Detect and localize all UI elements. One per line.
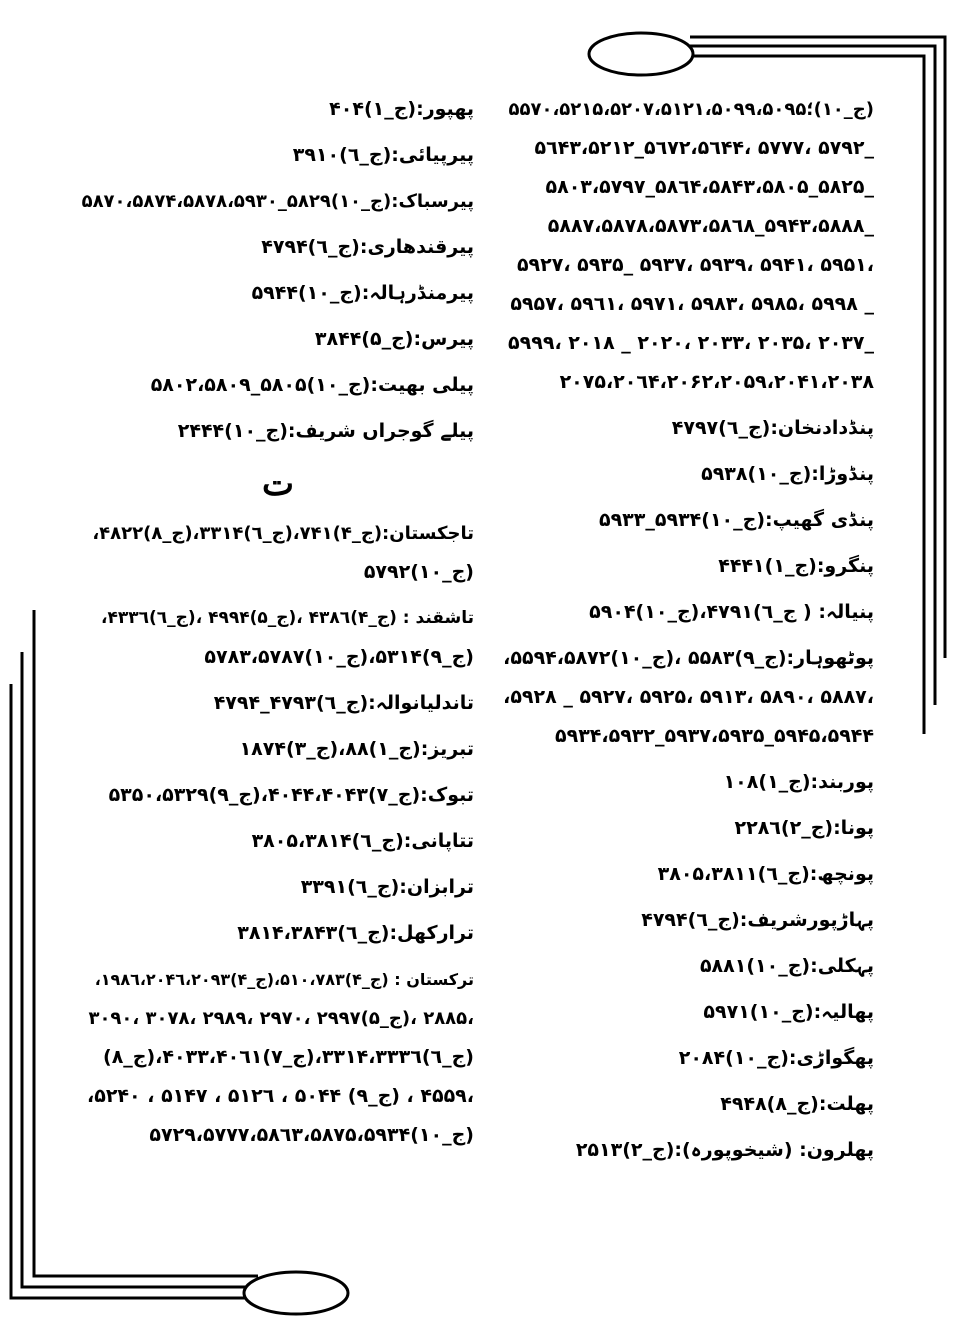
entry-line: _۵۹۴۳،۵۸۸۸_۵۸۸۷،۵۸۷۸،۵۸۷۳،۵۸٦۸ (547, 215, 874, 237)
entry-line: ترکستان : (ج_۴)۵۱۰،۷۸۳،(ج_۴)۱۹۸٦،۲۰۴٦،۲۰۹۳، (94, 970, 474, 989)
index-entry (82, 142, 474, 169)
entry-line: پہکلی:(ج_۱۰)۵۸۸۱ (699, 955, 874, 977)
entry-line: _۵۸۲۵_۵۸٦۴،۵۸۴۳،۵۸۰۵_۵۸۰۳،۵۷۹۷ (545, 176, 874, 198)
index-entry (82, 372, 474, 399)
entry-line: (ج_۱۰)۵۷۲۹،۵۷۷۷،۵۸٦۳،۵۸۷۵،۵۹۳۴ (149, 1124, 474, 1146)
index-entry (82, 188, 474, 215)
entry-line: تاشقند : (ج_۴)۴۳۸٦ ،(ج_۵)۴۹۹۴ ،(ج_٦)۴۳۳٦، (101, 608, 474, 628)
entry-line: (ج_۹)۵۳۱۴،(ج_۱۰)۵۷۸۳،۵۷۸۷ (204, 646, 474, 668)
index-entry (490, 1091, 874, 1118)
index-entry (82, 828, 474, 855)
entry-line: پونا:(ج_۲)۲۲۸٦ (734, 817, 874, 839)
index-entry (490, 415, 874, 442)
entry-line: پنیالہ: ( ج_٦)۴۷۹۱،(ج_۱۰)۵۹۰۴ (589, 601, 874, 623)
entry-line: _۵۷۹۲ ،۵۷۷۷ ،۵٦۷۲،۵٦۴۴_۵٦۴۳،۵۲۱۲ (534, 137, 874, 159)
entry-line: ۵۹۴۵،۵۹۴۴_۵۹۳۷،۵۹۳۵_۵۹۳۴،۵۹۳۲ (555, 725, 874, 747)
entry-line: پہاڑپورشریف:(ج_٦)۴۷۹۴ (641, 909, 874, 931)
index-entry (82, 690, 474, 717)
entry-line: تتاپانی:(ج_٦)۳۸۰۵،۳۸۱۴ (251, 830, 474, 852)
index-entry (82, 736, 474, 763)
entry-line: پیلے گوجراں شریف:(ج_۱۰)۲۴۴۴ (177, 420, 474, 442)
index-entry (82, 605, 474, 671)
index-entry (82, 326, 474, 353)
entry-line: _۲۰۳۷ ،۲۰۳۵ ،۲۰۳۳ ،۲۰۲۰ _ ۲۰۱۸ ،۵۹۹۹ (508, 332, 874, 354)
entry-line: _ ۵۹۹۸ ،۵۹۸۵ ،۵۹۸۳ ،۵۹۷۱ ،۵۹٦۱ ،۵۹۵۷ (510, 293, 874, 315)
entry-line: پیرسباک:(ج_۱۰)۵۸۲۹_۵۸۷۰،۵۸۷۴،۵۸۷۸،۵۹۳۰ (81, 191, 474, 212)
index-entry (490, 553, 874, 580)
entry-line: پیرس:(ج_۵)۳۸۴۴ (314, 328, 474, 350)
entry-line: پیرمنڈرہالہ:(ج_۱۰)۵۹۴۴ (251, 282, 474, 304)
entry-line: پنگرو:(ج_۱)۴۴۴۱ (718, 555, 874, 577)
index-entry (82, 234, 474, 261)
index-entry (82, 280, 474, 307)
entry-line: ترارکھل:(ج_٦)۳۸۱۴،۳۸۴۳ (237, 922, 474, 944)
entry-line: پھالیہ:(ج_۱۰)۵۹۷۱ (703, 1001, 874, 1023)
entry-line: ،۴۵۵۹ ، (ج_۹) ۵۰۴۴ ، ۵۱۲٦ ، ۵۱۴۷ ، ۵۲۴۰، (87, 1085, 474, 1107)
entry-line: پنڈدادنخان:(ج_٦)۴۷۹۷ (671, 417, 874, 439)
entry-line: پیرقندھاری:(ج_٦)۴۷۹۴ (261, 236, 474, 258)
section-letter-heading: ت (261, 464, 294, 504)
index-entry (490, 599, 874, 626)
top-ornament-oval (589, 33, 693, 75)
index-entry (82, 874, 474, 901)
index-entry (82, 782, 474, 809)
index-entry (82, 966, 474, 1149)
index-entry (490, 907, 874, 934)
entry-line: پنڈوڑا:(ج_۱۰)۵۹۳۸ (701, 463, 874, 485)
entry-line: (ج_۱۰)؛۵۵۷۰،۵۲۱۵،۵۲۰۷،۵۱۲۱،۵۰۹۹،۵۰۹۵ (508, 99, 874, 120)
entry-line: تبوک:(ج_۷)۴۰۴۴،۴۰۴۳،(ج_۹)۵۳۵۰،۵۳۲۹ (108, 784, 474, 806)
index-entry (490, 96, 874, 396)
index-entry (490, 461, 874, 488)
entry-line: پوٹھوہار:(ج_۹)۵۵۸۳ ،(ج_۱۰)۵۵۹۴،۵۸۷۲، (503, 647, 874, 669)
entry-line: پھلرون: (شیخوپورہ):(ج_۲)۲۵۱۳ (575, 1139, 874, 1161)
entry-line: پیلی بھیت:(ج_۱۰)۵۸۰۵_۵۸۰۲،۵۸۰۹ (150, 374, 474, 396)
entry-line: پیرپیائی:(ج_٦)۳۹۱۰ (292, 144, 474, 166)
index-entry (490, 1045, 874, 1072)
index-entry (490, 769, 874, 796)
entry-line: ،۲۸۸۵ ،(ج_۵)۲۹۹۷ ،۲۹۷۰ ،۲۹۸۹ ،۳۰۷۸ ،۳۰۹۰ (88, 1008, 474, 1029)
entry-line: (ج_۱۰)۵۷۹۲ (363, 561, 474, 583)
entry-line: ،۵۸۸۷ ،۵۸۹۰ ،۵۹۱۳ ،۵۹۲۵ ،۵۹۲۷ _ ۵۹۲۸، (503, 686, 874, 708)
index-entry (490, 953, 874, 980)
index-entry (490, 507, 874, 534)
entry-line: پھپور:(ج_۱)۴۰۴ (329, 98, 474, 120)
index-entry (490, 815, 874, 842)
index-entry (490, 645, 874, 750)
entry-line: پھلت:(ج_۸)۴۹۴۸ (720, 1093, 874, 1115)
entry-line: (ج_٦)۳۳۱۴،۳۳۳٦،(ج_۷)۴۰۳۳،۴۰٦۱،(ج_۸) (103, 1046, 474, 1068)
entry-line: تبریز:(ج_۱)۸۸،(ج_۳)۱۸۷۴ (239, 738, 474, 760)
left-column (82, 96, 474, 1168)
entry-line: پنڈی گھیپ:(ج_۱۰)۵۹۳۴_۵۹۳۳ (598, 509, 874, 531)
right-column (490, 96, 874, 1183)
entry-line: تاندلیانوالہ:(ج_٦)۴۷۹۳_۴۷۹۴ (213, 692, 474, 714)
index-entry (82, 418, 474, 445)
index-entry (490, 1137, 874, 1164)
entry-line: تاجکستان:(ج_۴)۷۴۱،(ج_٦)۳۳۱۴،(ج_۸)۴۸۲۲، (92, 523, 474, 544)
entry-line: ۲۰۷۵،۲۰٦۴،۲۰۶۲،۲۰۵۹،۲۰۴۱،۲۰۳۸ (559, 371, 874, 393)
index-entry (82, 96, 474, 123)
entry-line: پوربند:(ج_۱)۱۰۸ (723, 771, 874, 793)
index-entry (82, 920, 474, 947)
entry-line: پونچھ:(ج_٦)۳۸۰۵،۳۸۱۱ (657, 863, 874, 885)
bottom-ornament-oval (244, 1272, 348, 1314)
entry-line: پھگواڑی:(ج_۱۰)۲۰۸۴ (678, 1047, 874, 1069)
entry-line: ترابزان:(ج_٦)۳۳۹۱ (300, 876, 474, 898)
index-entry (82, 520, 474, 586)
entry-line: ،۵۹۵۱ ،۵۹۴۱ ،۵۹۳۹ ،۵۹۳۷ _۵۹۳۵ ،۵۹۲۷ (516, 254, 874, 276)
index-entry (490, 999, 874, 1026)
index-entry (490, 861, 874, 888)
